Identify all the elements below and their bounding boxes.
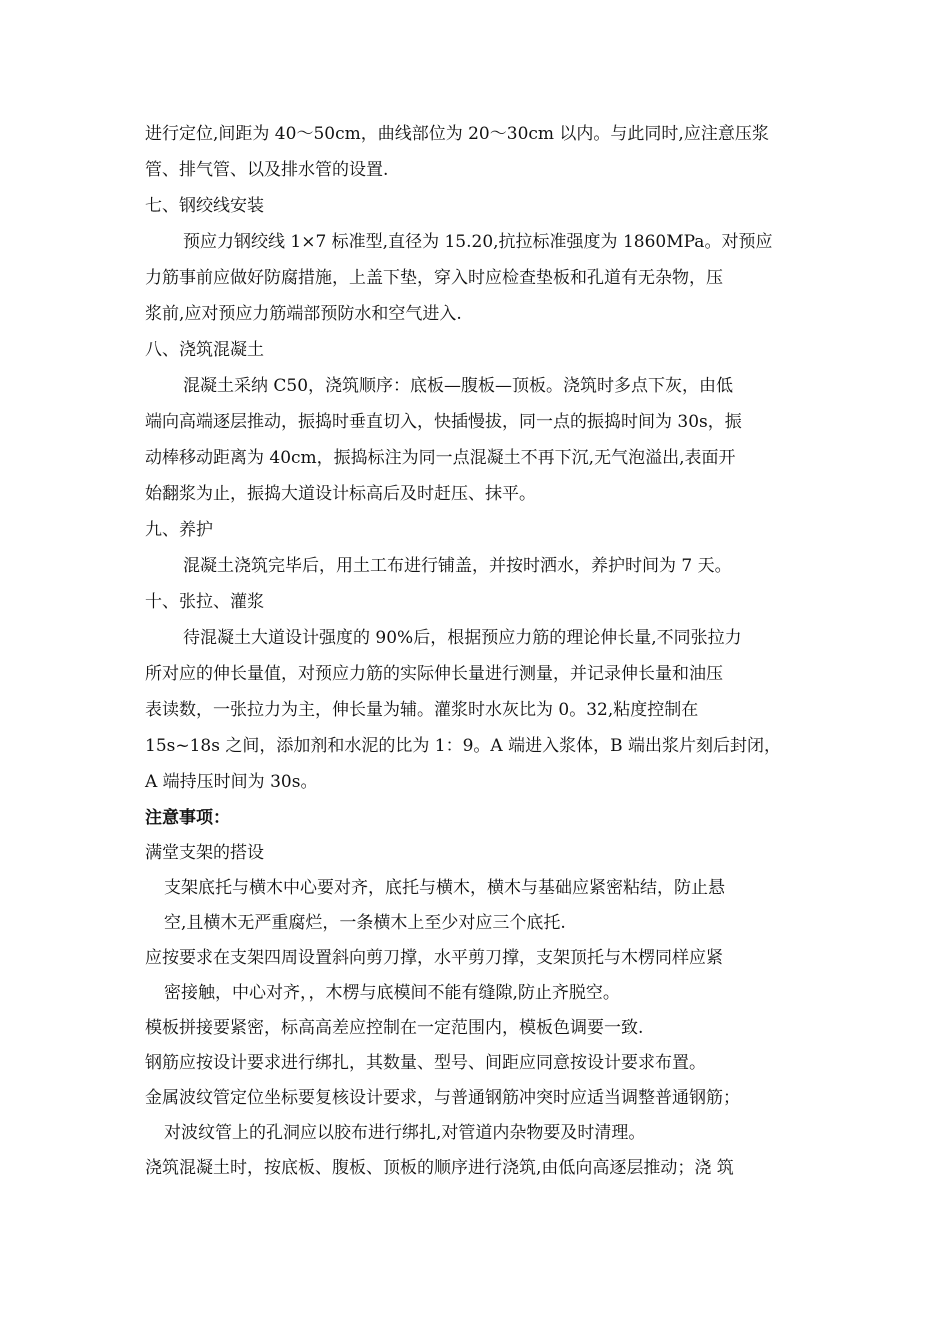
list-item-line: 金属波纹管定位坐标要复核设计要求，与普通钢筋冲突时应适当调整普通钢筋； xyxy=(145,1088,740,1108)
list-item-line: 浇筑混凝土时，按底板、腹板、顶板的顺序进行浇筑,由低向高逐层推动；浇 筑 xyxy=(145,1158,734,1178)
paragraph-line: 所对应的伸长量值，对预应力筋的实际伸长量进行测量，并记录伸长量和油压 xyxy=(145,664,723,684)
paragraph-line: 表读数，一张拉力为主，伸长量为辅。灌浆时水灰比为 0。32,粘度控制在 xyxy=(145,700,699,720)
section-heading-pour-concrete: 八、浇筑混凝土 xyxy=(145,340,264,360)
list-item-line: 模板拼接要紧密，标高高差应控制在一定范围内，模板色调要一致. xyxy=(145,1018,644,1038)
list-item-line: 应按要求在支架四周设置斜向剪刀撑，水平剪刀撑，支架顶托与木楞同样应紧 xyxy=(145,948,723,968)
paragraph-line: 管、排气管、以及排水管的设置. xyxy=(145,160,389,180)
paragraph-line: 始翻浆为止，振捣大道设计标高后及时赶压、抹平。 xyxy=(145,484,536,504)
list-item-line: 空,且横木无严重腐烂，一条横木上至少对应三个底托. xyxy=(164,913,566,933)
paragraph-line: 端向高端逐层推动，振捣时垂直切入，快插慢拔，同一点的振捣时间为 30s，振 xyxy=(145,412,742,432)
paragraph-line: A 端持压时间为 30s。 xyxy=(145,772,318,792)
paragraph-line: 预应力钢绞线 1×7 标准型,直径为 15.20,抗拉标准强度为 1860MPa。对预应 xyxy=(183,232,773,252)
section-heading-curing: 九、养护 xyxy=(145,520,213,540)
notes-heading: 注意事项： xyxy=(145,808,230,828)
paragraph-line: 待混凝土大道设计强度的 90%后，根据预应力筋的理论伸长量,不同张拉力 xyxy=(183,628,742,648)
list-item-heading: 满堂支架的搭设 xyxy=(145,843,264,863)
list-item-line: 密接触，中心对齐，，木楞与底模间不能有缝隙,防止齐脱空。 xyxy=(164,983,620,1003)
list-item-line: 对波纹管上的孔洞应以胶布进行绑扎,对管道内杂物要及时清理。 xyxy=(164,1123,646,1143)
paragraph-line: 进行定位,间距为 40～50cm，曲线部位为 20～30cm 以内。与此同时,应注意压浆 xyxy=(145,124,769,144)
paragraph-line: 力筋事前应做好防腐措施，上盖下垫，穿入时应检查垫板和孔道有无杂物，压 xyxy=(145,268,723,288)
section-heading-tension-grouting: 十、张拉、灌浆 xyxy=(145,592,264,612)
paragraph-line: 混凝土采纳 C50，浇筑顺序：底板—腹板—顶板。浇筑时多点下灰，由低 xyxy=(183,376,734,396)
paragraph-line: 动棒移动距离为 40cm，振捣标注为同一点混凝土不再下沉,无气泡溢出,表面开 xyxy=(145,448,736,468)
paragraph-line: 混凝土浇筑完毕后，用土工布进行铺盖，并按时洒水，养护时间为 7 天。 xyxy=(183,556,732,576)
document-body xyxy=(145,116,820,1186)
list-item-line: 钢筋应按设计要求进行绑扎，其数量、型号、间距应同意按设计要求布置。 xyxy=(145,1053,706,1073)
paragraph-line: 浆前,应对预应力筋端部预防水和空气进入. xyxy=(145,304,462,324)
list-item-line: 支架底托与横木中心要对齐，底托与横木，横木与基础应紧密粘结，防止悬 xyxy=(164,878,725,898)
paragraph-line: 15s~18s 之间，添加剂和水泥的比为 1：9。A 端进入浆体，B 端出浆片刻后封闭， xyxy=(145,736,781,756)
section-heading-steel-strand: 七、钢绞线安装 xyxy=(145,196,264,216)
